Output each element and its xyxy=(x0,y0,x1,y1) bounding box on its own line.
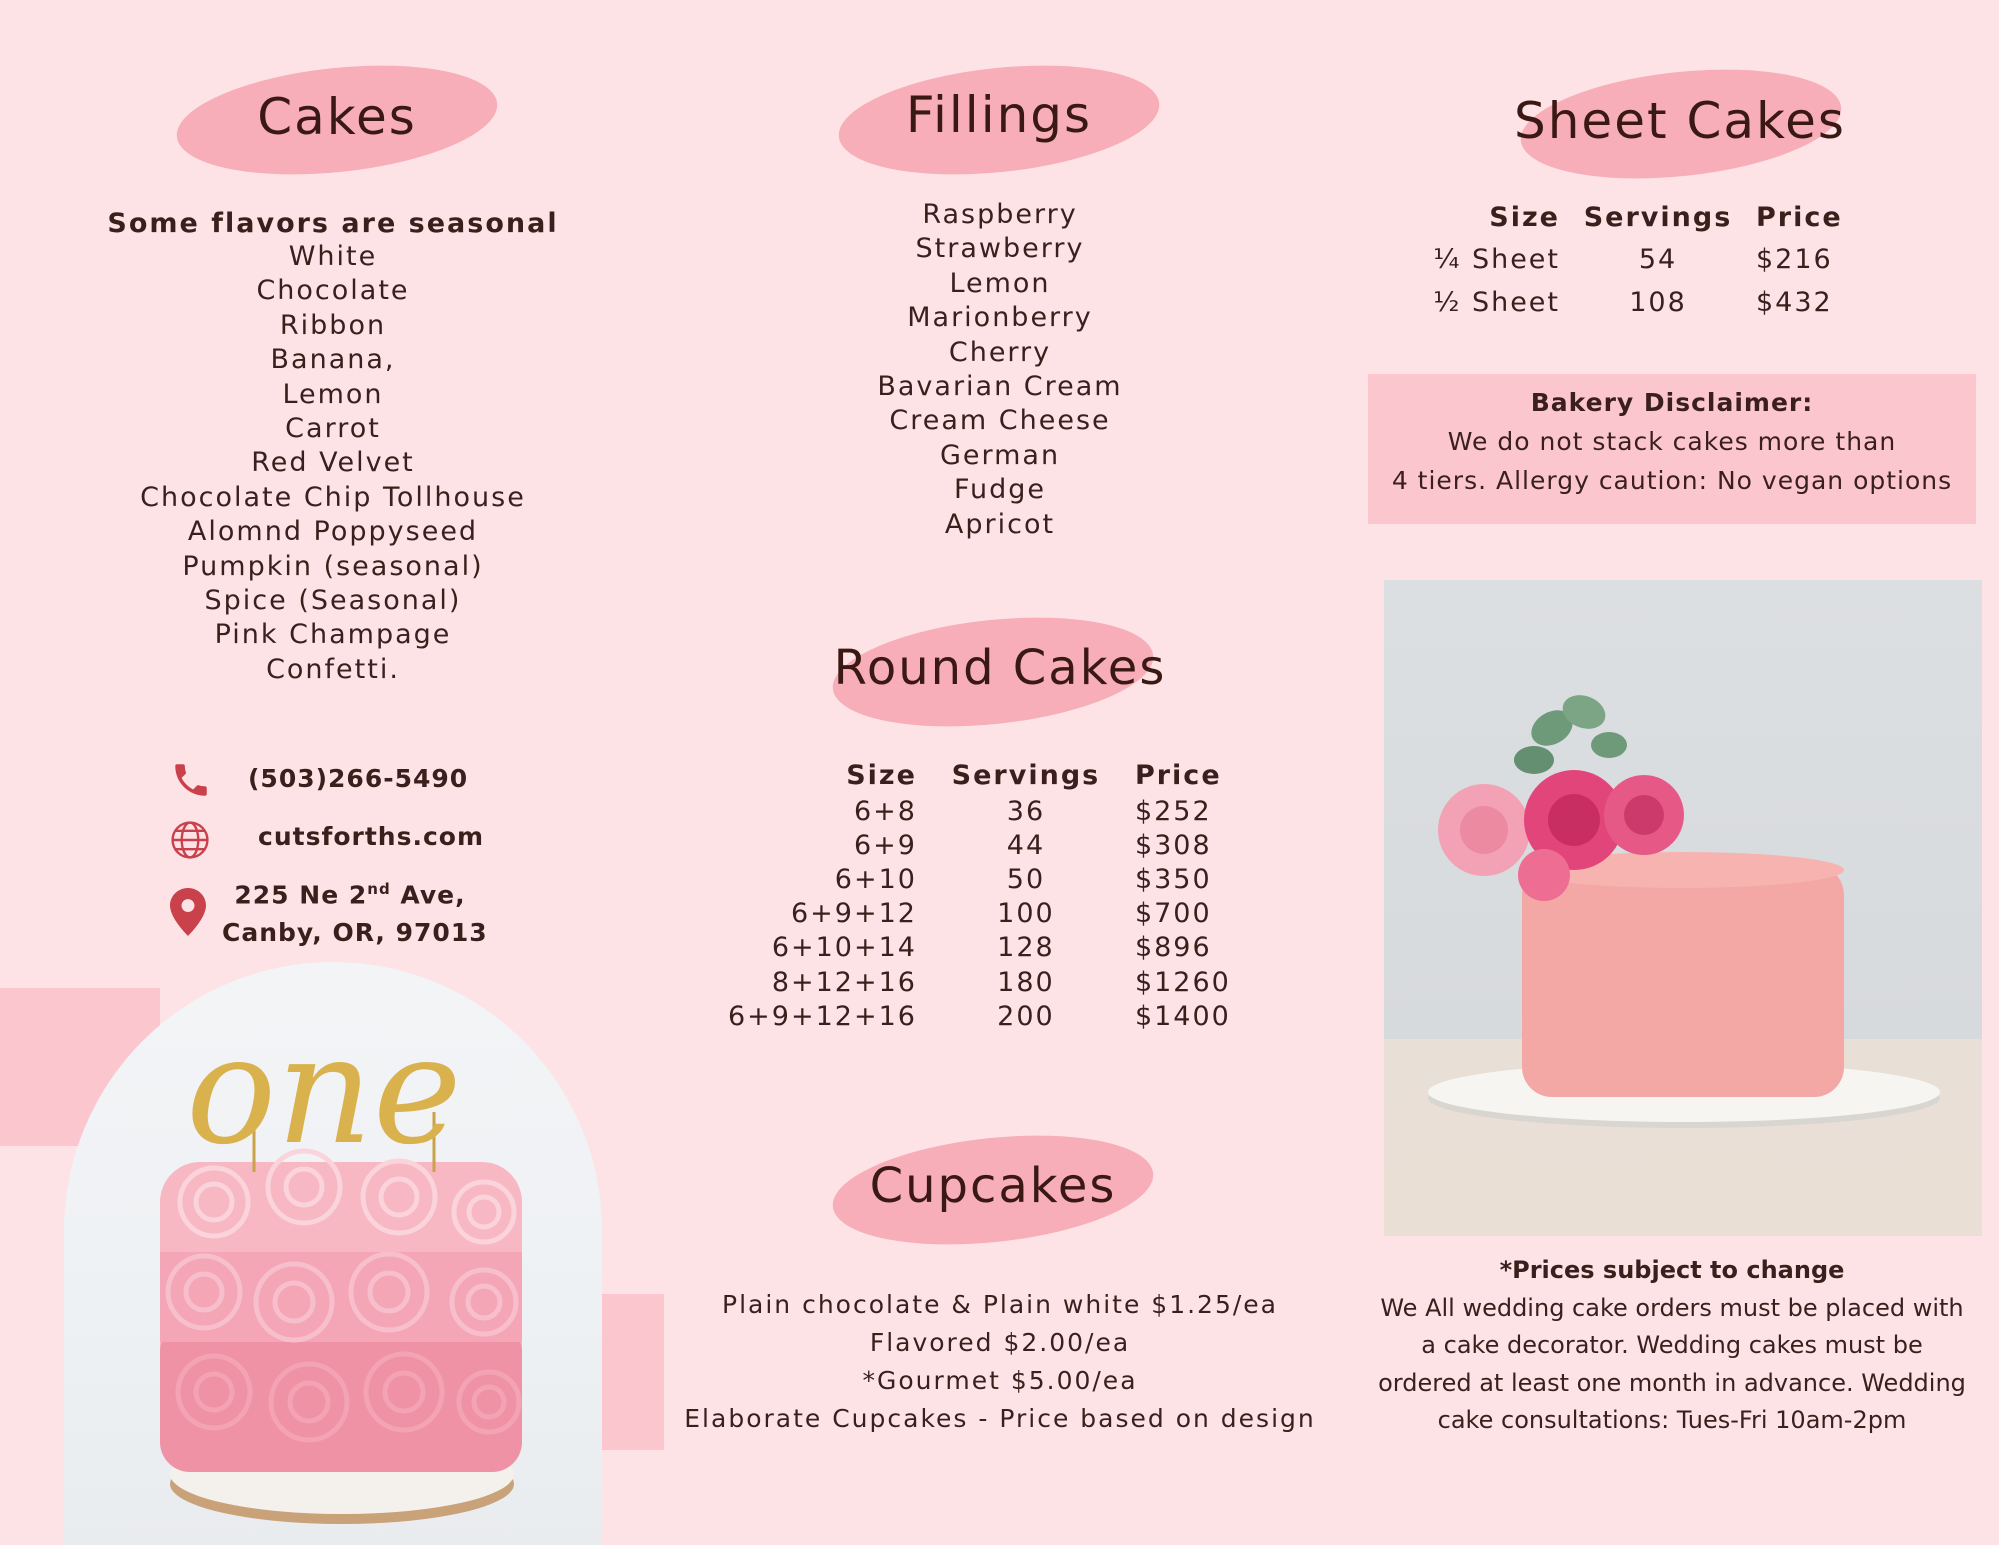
fillings-list xyxy=(750,198,1250,542)
list-item: Cream Cheese xyxy=(889,405,1111,437)
price-notice xyxy=(1368,1252,1976,1440)
column-header-size: Size xyxy=(846,759,917,791)
column-header-price: Price xyxy=(1756,201,1843,233)
list-item: Chocolate xyxy=(256,275,410,307)
list-item: Bavarian Cream xyxy=(877,371,1123,403)
servings-cell: 128 xyxy=(997,932,1055,964)
list-item: Marionberry xyxy=(907,302,1093,334)
notice-line: cake consultations: Tues-Fri 10am-2pm xyxy=(1437,1406,1907,1434)
table-row xyxy=(728,828,1255,862)
list-item: Plain chocolate & Plain white $1.25/ea xyxy=(722,1290,1278,1319)
round-cakes-table xyxy=(728,756,1255,1033)
size-cell: ½ Sheet xyxy=(1433,287,1560,318)
size-cell: ¼ Sheet xyxy=(1433,244,1560,275)
table-row xyxy=(728,965,1255,999)
price-cell: $308 xyxy=(1134,829,1212,861)
decorative-block-right xyxy=(600,1294,664,1450)
list-item: Flavored $2.00/ea xyxy=(869,1328,1131,1357)
price-cell: $350 xyxy=(1134,863,1212,895)
sheet-cakes-title: Sheet Cakes xyxy=(1514,92,1846,150)
list-item: Chocolate Chip Tollhouse xyxy=(140,481,526,513)
list-item: German xyxy=(939,439,1061,471)
one-cake-topper: one xyxy=(186,1004,462,1178)
pink-cake-flowers-photo xyxy=(1384,580,1982,1236)
price-cell: $896 xyxy=(1134,932,1212,964)
servings-cell: 100 xyxy=(997,898,1055,930)
table-row xyxy=(728,931,1255,965)
list-item: Raspberry xyxy=(922,199,1078,230)
cupcakes-list xyxy=(680,1286,1320,1438)
servings-cell: 54 xyxy=(1638,244,1678,275)
one-birthday-cake-photo xyxy=(64,962,602,1545)
cakes-flavor-list xyxy=(80,240,586,687)
list-item: Confetti. xyxy=(266,653,400,685)
disclaimer-line-2: 4 tiers. Allergy caution: No vegan options xyxy=(1391,466,1953,495)
notice-title: *Prices subject to change xyxy=(1499,1256,1845,1284)
list-item: Cherry xyxy=(948,336,1052,368)
list-item: Red Velvet xyxy=(251,447,415,479)
notice-line: a cake decorator. Wedding cakes must be xyxy=(1421,1331,1923,1359)
servings-cell: 50 xyxy=(1006,863,1046,895)
location-pin-icon xyxy=(170,888,206,936)
table-row xyxy=(1430,238,1876,281)
disclaimer-title: Bakery Disclaimer: xyxy=(1530,388,1814,417)
list-item: Elaborate Cupcakes - Price based on design xyxy=(684,1404,1316,1433)
table-row xyxy=(728,999,1255,1033)
bakery-disclaimer-box xyxy=(1368,374,1976,524)
list-item: Spice (Seasonal) xyxy=(204,585,462,617)
price-cell: $252 xyxy=(1134,795,1212,827)
website-link[interactable]: cutsforths.com xyxy=(258,822,484,851)
column-header-price: Price xyxy=(1134,759,1222,791)
phone-icon xyxy=(170,759,212,801)
size-cell: 6+9+12+16 xyxy=(728,1000,917,1032)
table-header-row xyxy=(1430,196,1876,238)
price-cell: $216 xyxy=(1756,244,1833,275)
list-item: Apricot xyxy=(944,508,1056,540)
disclaimer-line-1: We do not stack cakes more than xyxy=(1447,427,1897,456)
size-cell: 6+10 xyxy=(834,863,917,895)
globe-icon xyxy=(168,818,212,862)
list-item: Alomnd Poppyseed xyxy=(187,516,479,548)
address xyxy=(222,870,488,952)
list-item: Banana, xyxy=(270,344,396,376)
table-row xyxy=(728,897,1255,931)
size-cell: 8+12+16 xyxy=(771,966,917,998)
list-item: Fudge xyxy=(953,474,1047,506)
column-header-servings: Servings xyxy=(951,759,1101,791)
phone-number[interactable]: (503)266-5490 xyxy=(248,764,469,793)
size-cell: 6+9+12 xyxy=(790,898,917,930)
notice-line: We All wedding cake orders must be placed with xyxy=(1380,1293,1964,1322)
table-row xyxy=(728,794,1255,828)
address-line-1: 225 Ne 2nd Ave, xyxy=(234,880,466,910)
size-cell: 6+9 xyxy=(853,829,917,861)
cakes-subtitle: Some flavors are seasonal xyxy=(107,208,559,239)
price-cell: $1400 xyxy=(1134,1000,1231,1032)
table-row xyxy=(728,862,1255,896)
servings-cell: 180 xyxy=(997,966,1055,998)
price-cell: $432 xyxy=(1756,287,1833,318)
size-cell: 6+10+14 xyxy=(771,932,917,964)
list-item: Strawberry xyxy=(915,233,1085,265)
servings-cell: 36 xyxy=(1006,795,1046,827)
sheet-cakes-table xyxy=(1430,196,1876,324)
notice-line: ordered at least one month in advance. Wedding xyxy=(1378,1368,1966,1397)
list-item: Lemon xyxy=(282,378,384,410)
address-line-2: Canby, OR, 97013 xyxy=(222,918,488,948)
price-cell: $1260 xyxy=(1134,966,1231,998)
price-cell: $700 xyxy=(1134,898,1212,930)
round-cakes-title: Round Cakes xyxy=(833,640,1167,696)
column-header-size: Size xyxy=(1489,201,1560,233)
list-item: White xyxy=(288,241,378,272)
table-header-row xyxy=(728,756,1255,794)
list-item: Carrot xyxy=(285,413,381,445)
servings-cell: 44 xyxy=(1006,829,1046,861)
servings-cell: 200 xyxy=(997,1000,1055,1032)
table-row xyxy=(1430,281,1876,324)
column-header-servings: Servings xyxy=(1583,201,1733,233)
list-item: *Gourmet $5.00/ea xyxy=(862,1366,1138,1395)
list-item: Pumpkin (seasonal) xyxy=(182,550,484,582)
servings-cell: 108 xyxy=(1629,287,1687,318)
list-item: Pink Champage xyxy=(214,619,452,651)
size-cell: 6+8 xyxy=(853,795,917,827)
fillings-title: Fillings xyxy=(905,86,1093,144)
list-item: Ribbon xyxy=(279,309,387,341)
cupcakes-title: Cupcakes xyxy=(869,1158,1117,1214)
cakes-title: Cakes xyxy=(257,88,417,146)
list-item: Lemon xyxy=(949,267,1051,299)
